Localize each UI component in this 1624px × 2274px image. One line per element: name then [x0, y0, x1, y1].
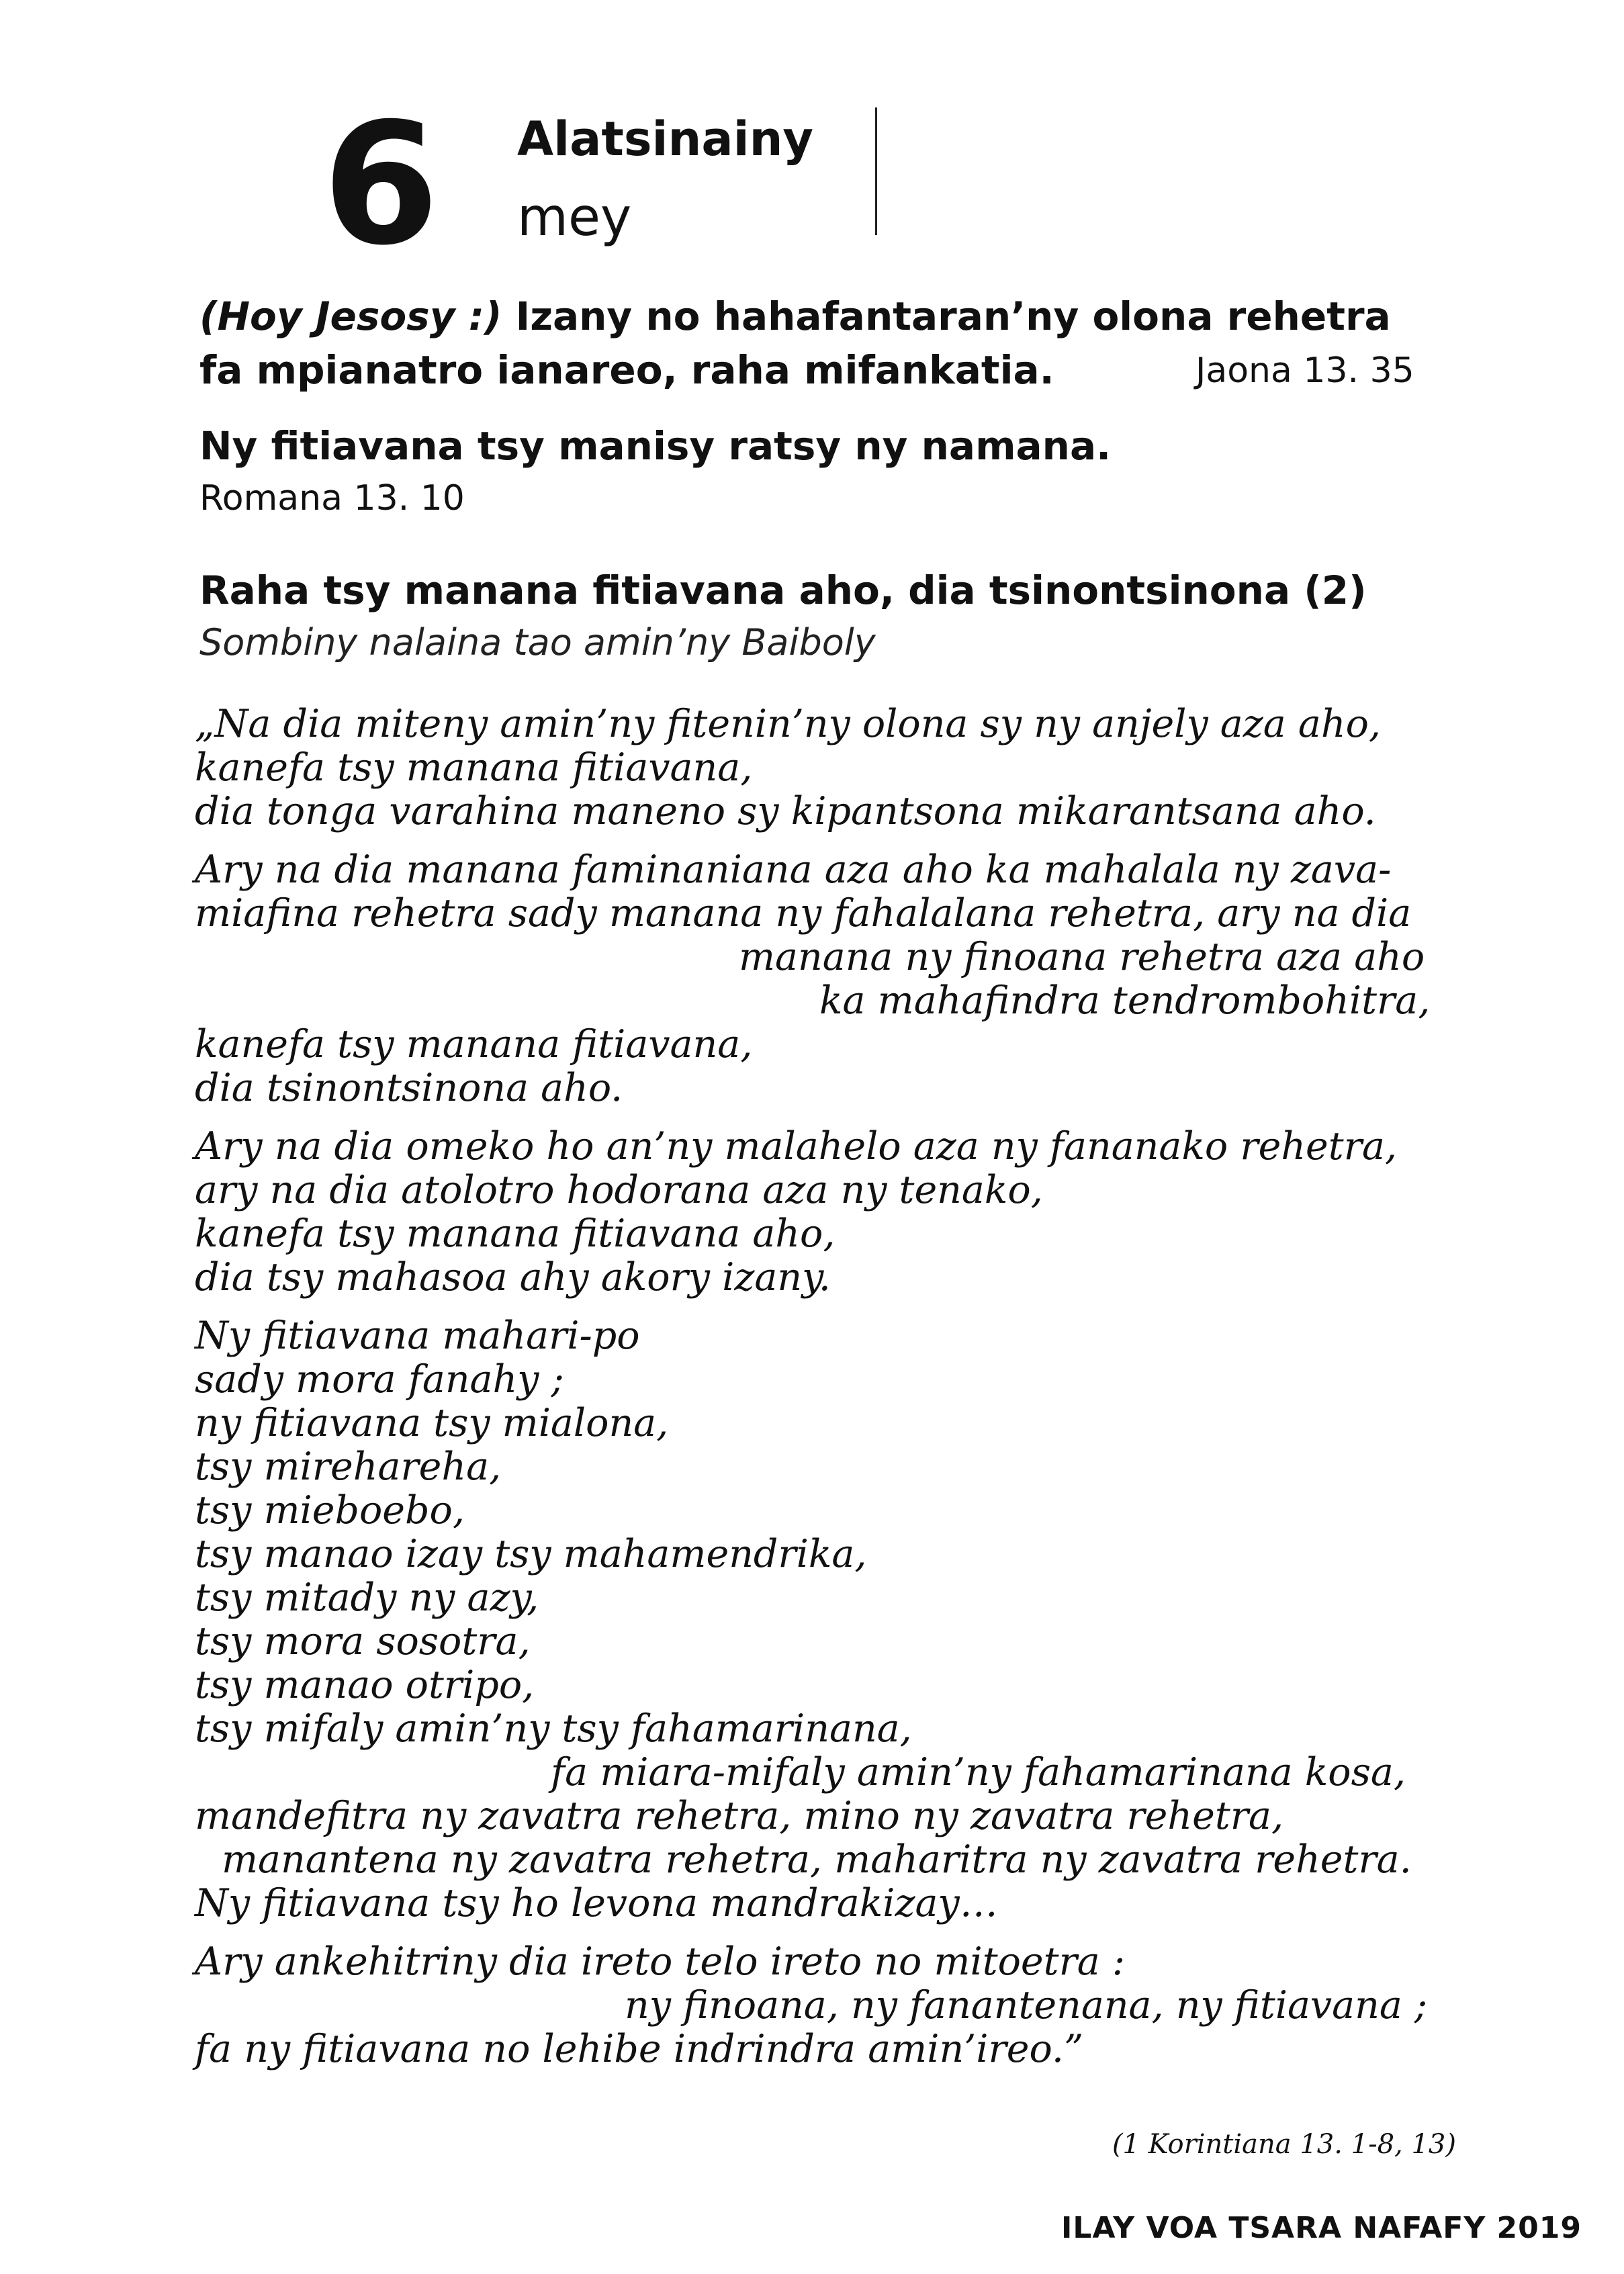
poem-line: tsy mirehareha, — [195, 1445, 502, 1489]
poem-line: manana ny finoana rehetra aza aho — [739, 935, 1425, 979]
poem-line: ny finoana, ny fanantenana, ny fitiavana ; — [625, 1983, 1428, 2028]
month-label: mey — [517, 187, 632, 248]
poem-line: tsy mora sosotra, — [195, 1619, 531, 1664]
poem-line: dia tonga varahina maneno sy kipantsona mikarantsana aho. — [195, 789, 1376, 833]
poem-line: kanefa tsy manana fitiavana, — [195, 745, 753, 790]
poem-line: ny fitiavana tsy mialona, — [195, 1401, 669, 1445]
footer-title: ILAY VOA TSARA NAFAFY 2019 — [1061, 2211, 1582, 2245]
poem-line: „Na dia miteny amin’ny fitenin’ny olona sy ny anjely aza aho, — [195, 702, 1382, 746]
poem-line: fa ny fitiavana no lehibe indrindra amin’ireo.” — [195, 2027, 1084, 2071]
verse-2-reference: Romana 13. 10 — [199, 478, 465, 518]
poem-line: tsy mieboebo, — [195, 1488, 465, 1533]
day-number: 6 — [322, 87, 437, 282]
verse-1-reference: Jaona 13. 35 — [1196, 351, 1414, 391]
poem-line: manantena ny zavatra rehetra, maharitra ny zavatra rehetra. — [222, 1837, 1412, 1882]
poem-line: Ary na dia manana faminaniana aza aho ka mahalala ny zava- — [195, 848, 1392, 892]
poem-line: dia tsy mahasoa ahy akory izany. — [195, 1255, 831, 1300]
poem-line: kanefa tsy manana fitiavana, — [195, 1022, 753, 1066]
poem-line: dia tsinontsinona aho. — [195, 1066, 623, 1110]
citation: (1 Korintiana 13. 1-8, 13) — [1112, 2129, 1456, 2160]
poem-line: ka mahafindra tendrombohitra, — [819, 979, 1431, 1023]
poem-line: Ary ankehitriny dia ireto telo ireto no mitoetra : — [195, 1940, 1126, 1984]
verse-1-line-2: fa mpianatro ianareo, raha mifankatia. — [199, 347, 1054, 393]
poem-line: Ny fitiavana mahari-po — [195, 1314, 640, 1358]
poem-line: Ary na dia omeko ho an’ny malahelo aza ny fananako rehetra, — [195, 1124, 1398, 1169]
verse-1-line-1 — [199, 290, 1391, 343]
poem-line: kanefa tsy manana fitiavana aho, — [195, 1212, 836, 1256]
poem-line: Ny fitiavana tsy ho levona mandrakizay… — [195, 1881, 998, 1925]
poem-line: fa miara-mifaly amin’ny fahamarinana kosa, — [551, 1750, 1406, 1794]
poem-line: miafina rehetra sady manana ny fahalalana rehetra, ary na dia — [195, 891, 1412, 936]
verse-2-text: Ny fitiavana tsy manisy ratsy ny namana. — [199, 423, 1112, 469]
reading-title: Raha tsy manana fitiavana aho, dia tsinontsinona (2) — [199, 567, 1367, 613]
verse-1-text: Izany no hahafantaran’ny olona rehetra — [515, 293, 1391, 339]
header-divider — [875, 107, 877, 235]
poem-line: tsy mifaly amin’ny tsy fahamarinana, — [195, 1707, 912, 1751]
poem-line: ary na dia atolotro hodorana aza ny tenako, — [195, 1168, 1043, 1212]
poem-line: tsy manao izay tsy mahamendrika, — [195, 1532, 867, 1576]
weekday-label: Alatsinainy — [517, 111, 814, 167]
poem-line: tsy manao otripo, — [195, 1663, 535, 1707]
poem-line: mandefitra ny zavatra rehetra, mino ny zavatra rehetra, — [195, 1794, 1284, 1838]
poem-line: tsy mitady ny azy, — [195, 1576, 539, 1620]
verse-1-lead: (Hoy Jesosy :) — [199, 293, 502, 339]
reading-subtitle: Sombiny nalaina tao amin’ny Baiboly — [199, 621, 876, 664]
poem-line: sady mora fanahy ; — [195, 1357, 564, 1402]
